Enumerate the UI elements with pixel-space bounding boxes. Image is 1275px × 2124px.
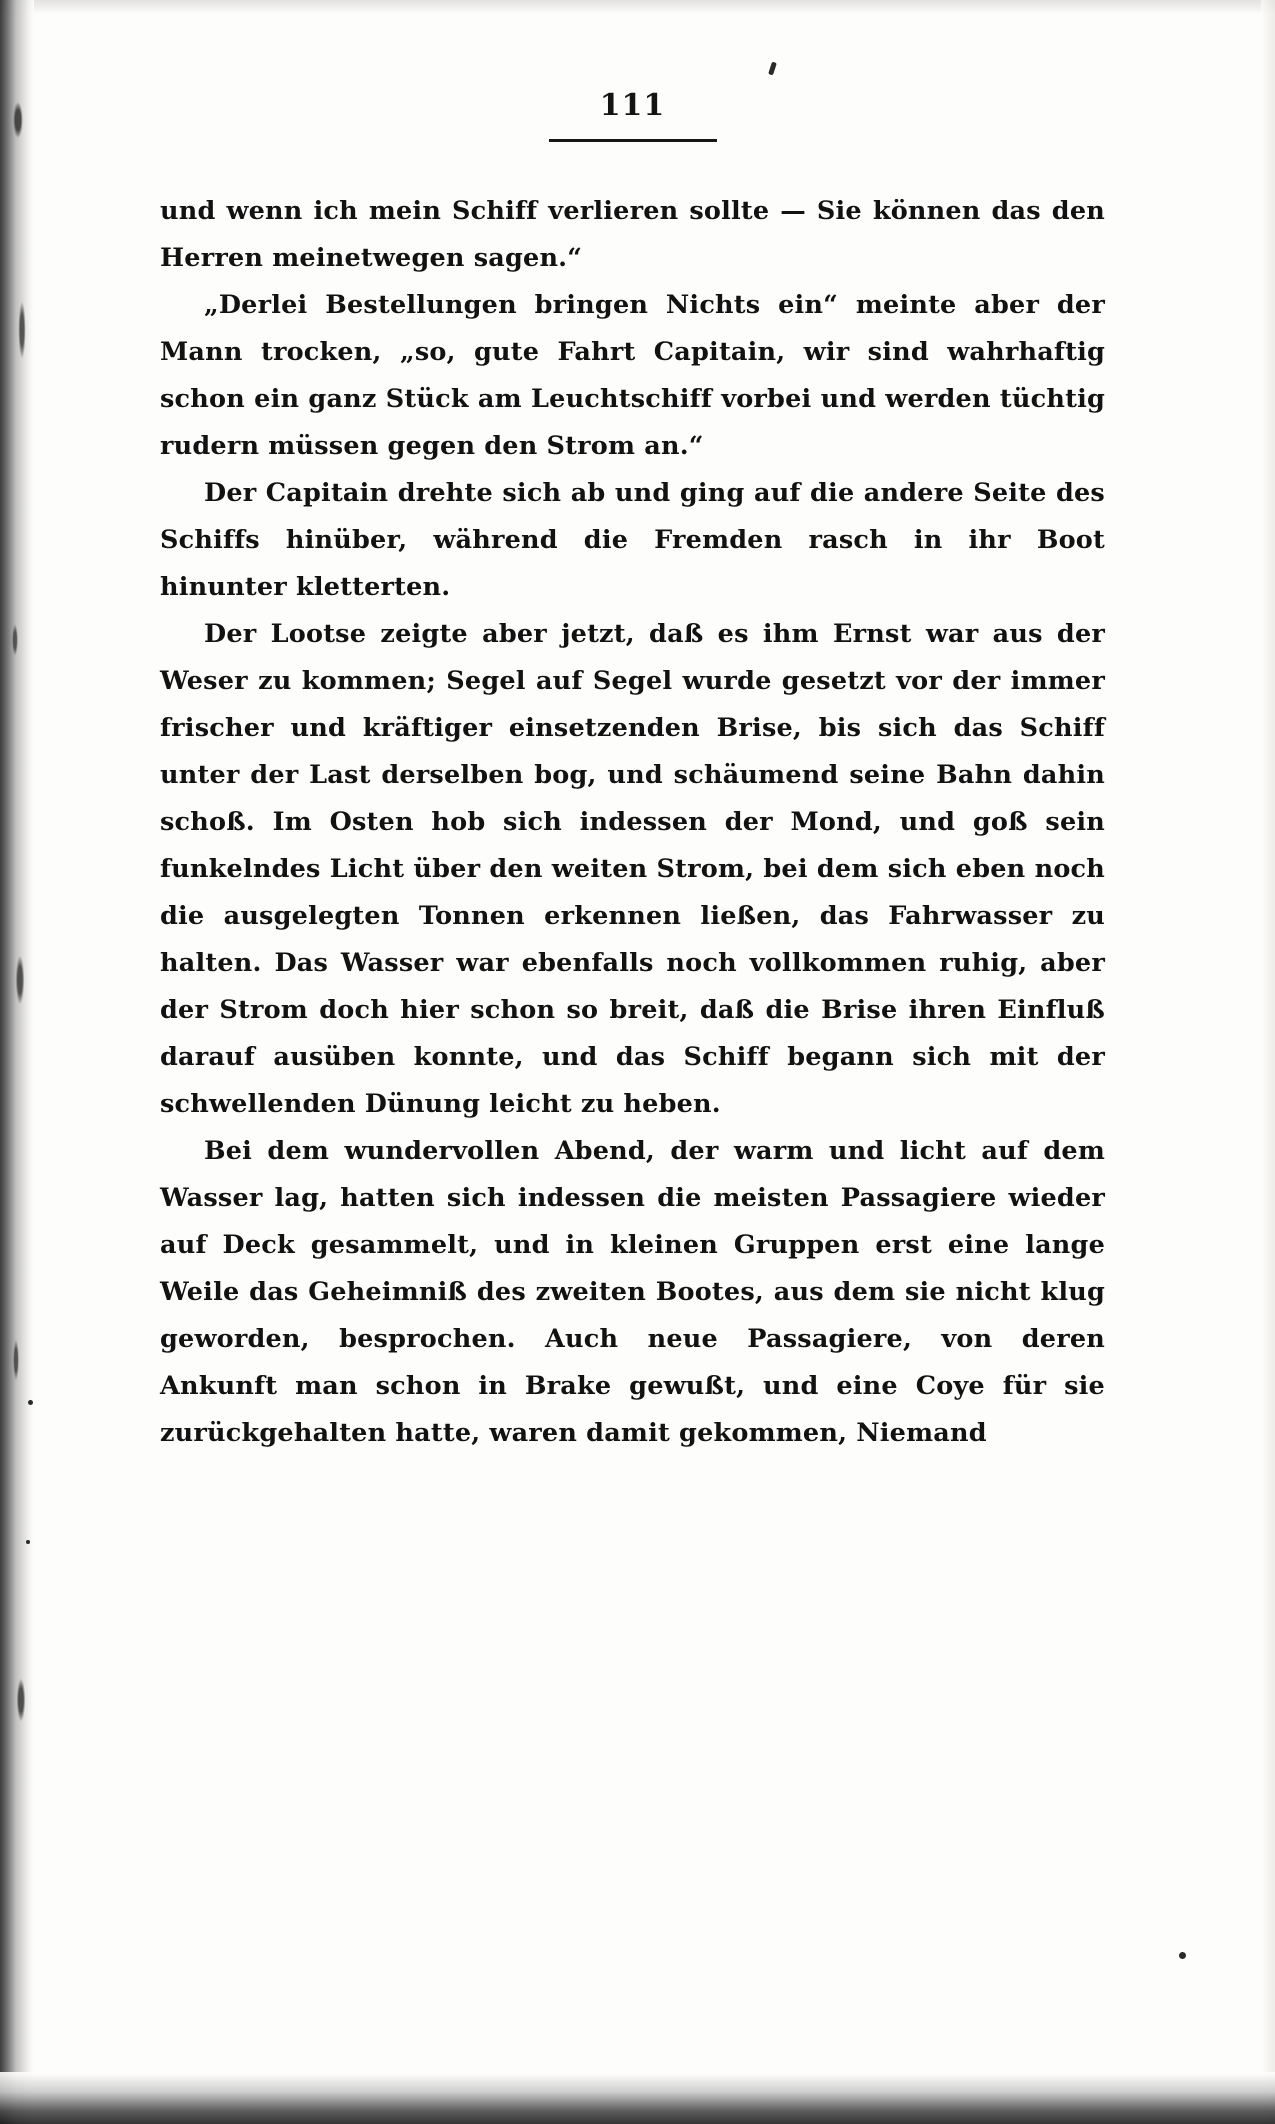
paragraph: „Derlei Bestellungen bringen Nichts ein“ meinte aber der Mann trocken, „so, gute Fahrt Capitain, wir sind wahrhaftig schon ein ganz Stück am Leuchtschiff vorbei und werden tüchtig rudern müssen gegen den Strom an.“ (160, 290, 1105, 461)
page-edge-right (1261, 0, 1275, 2124)
scan-speck (26, 1540, 30, 1544)
page-number: 111 (599, 88, 666, 123)
scan-speck (28, 1400, 33, 1405)
page-edge-bottom (0, 2072, 1275, 2124)
body-text (160, 188, 1105, 1457)
paragraph: Der Capitain drehte sich ab und ging auf die andere Seite des Schiffs hinüber, während die Fremden rasch in ihr Boot hinunter kletterten. (160, 478, 1105, 602)
header-rule (549, 139, 717, 142)
paragraph: und wenn ich mein Schiff verlieren sollte — Sie können das den Herren meinetwegen sagen.“ (160, 196, 1105, 273)
paragraph: Bei dem wundervollen Abend, der warm und licht auf dem Wasser lag, hatten sich indessen die meisten Passagiere wieder auf Deck gesammelt, und in kleinen Gruppen erst eine lange Weile das Geheimniß des zweiten Bootes, aus dem sie nicht klug geworden, besprochen. Auch neue Passagiere, von deren Ankunft man schon in Brake gewußt, und eine Coye für sie zurückgehalten hatte, waren damit gekommen, Niemand (160, 1136, 1105, 1448)
scan-speck (1179, 1952, 1186, 1959)
page-edge-left-speckle (8, 0, 38, 2124)
paragraph: Der Lootse zeigte aber jetzt, daß es ihm Ernst war aus der Weser zu kommen; Segel auf Segel wurde gesetzt vor der immer frischer und kräftiger einsetzenden Brise, bis sich das Schiff unter der Last derselben bog, und schäumend seine Bahn dahin schoß. Im Osten hob sich indessen der Mond, und goß sein funkelndes Licht über den weiten Strom, bei dem sich eben noch die ausgelegten Tonnen erkennen ließen, das Fahrwasser zu halten. Das Wasser war ebenfalls noch vollkommen ruhig, aber der Strom doch hier schon so breit, daß die Brise ihren Einfluß darauf ausüben konnte, und das Schiff begann sich mit der schwellenden Dünung leicht zu heben. (160, 619, 1105, 1119)
page-content (160, 60, 1105, 1457)
page-edge-top (0, 0, 1275, 14)
